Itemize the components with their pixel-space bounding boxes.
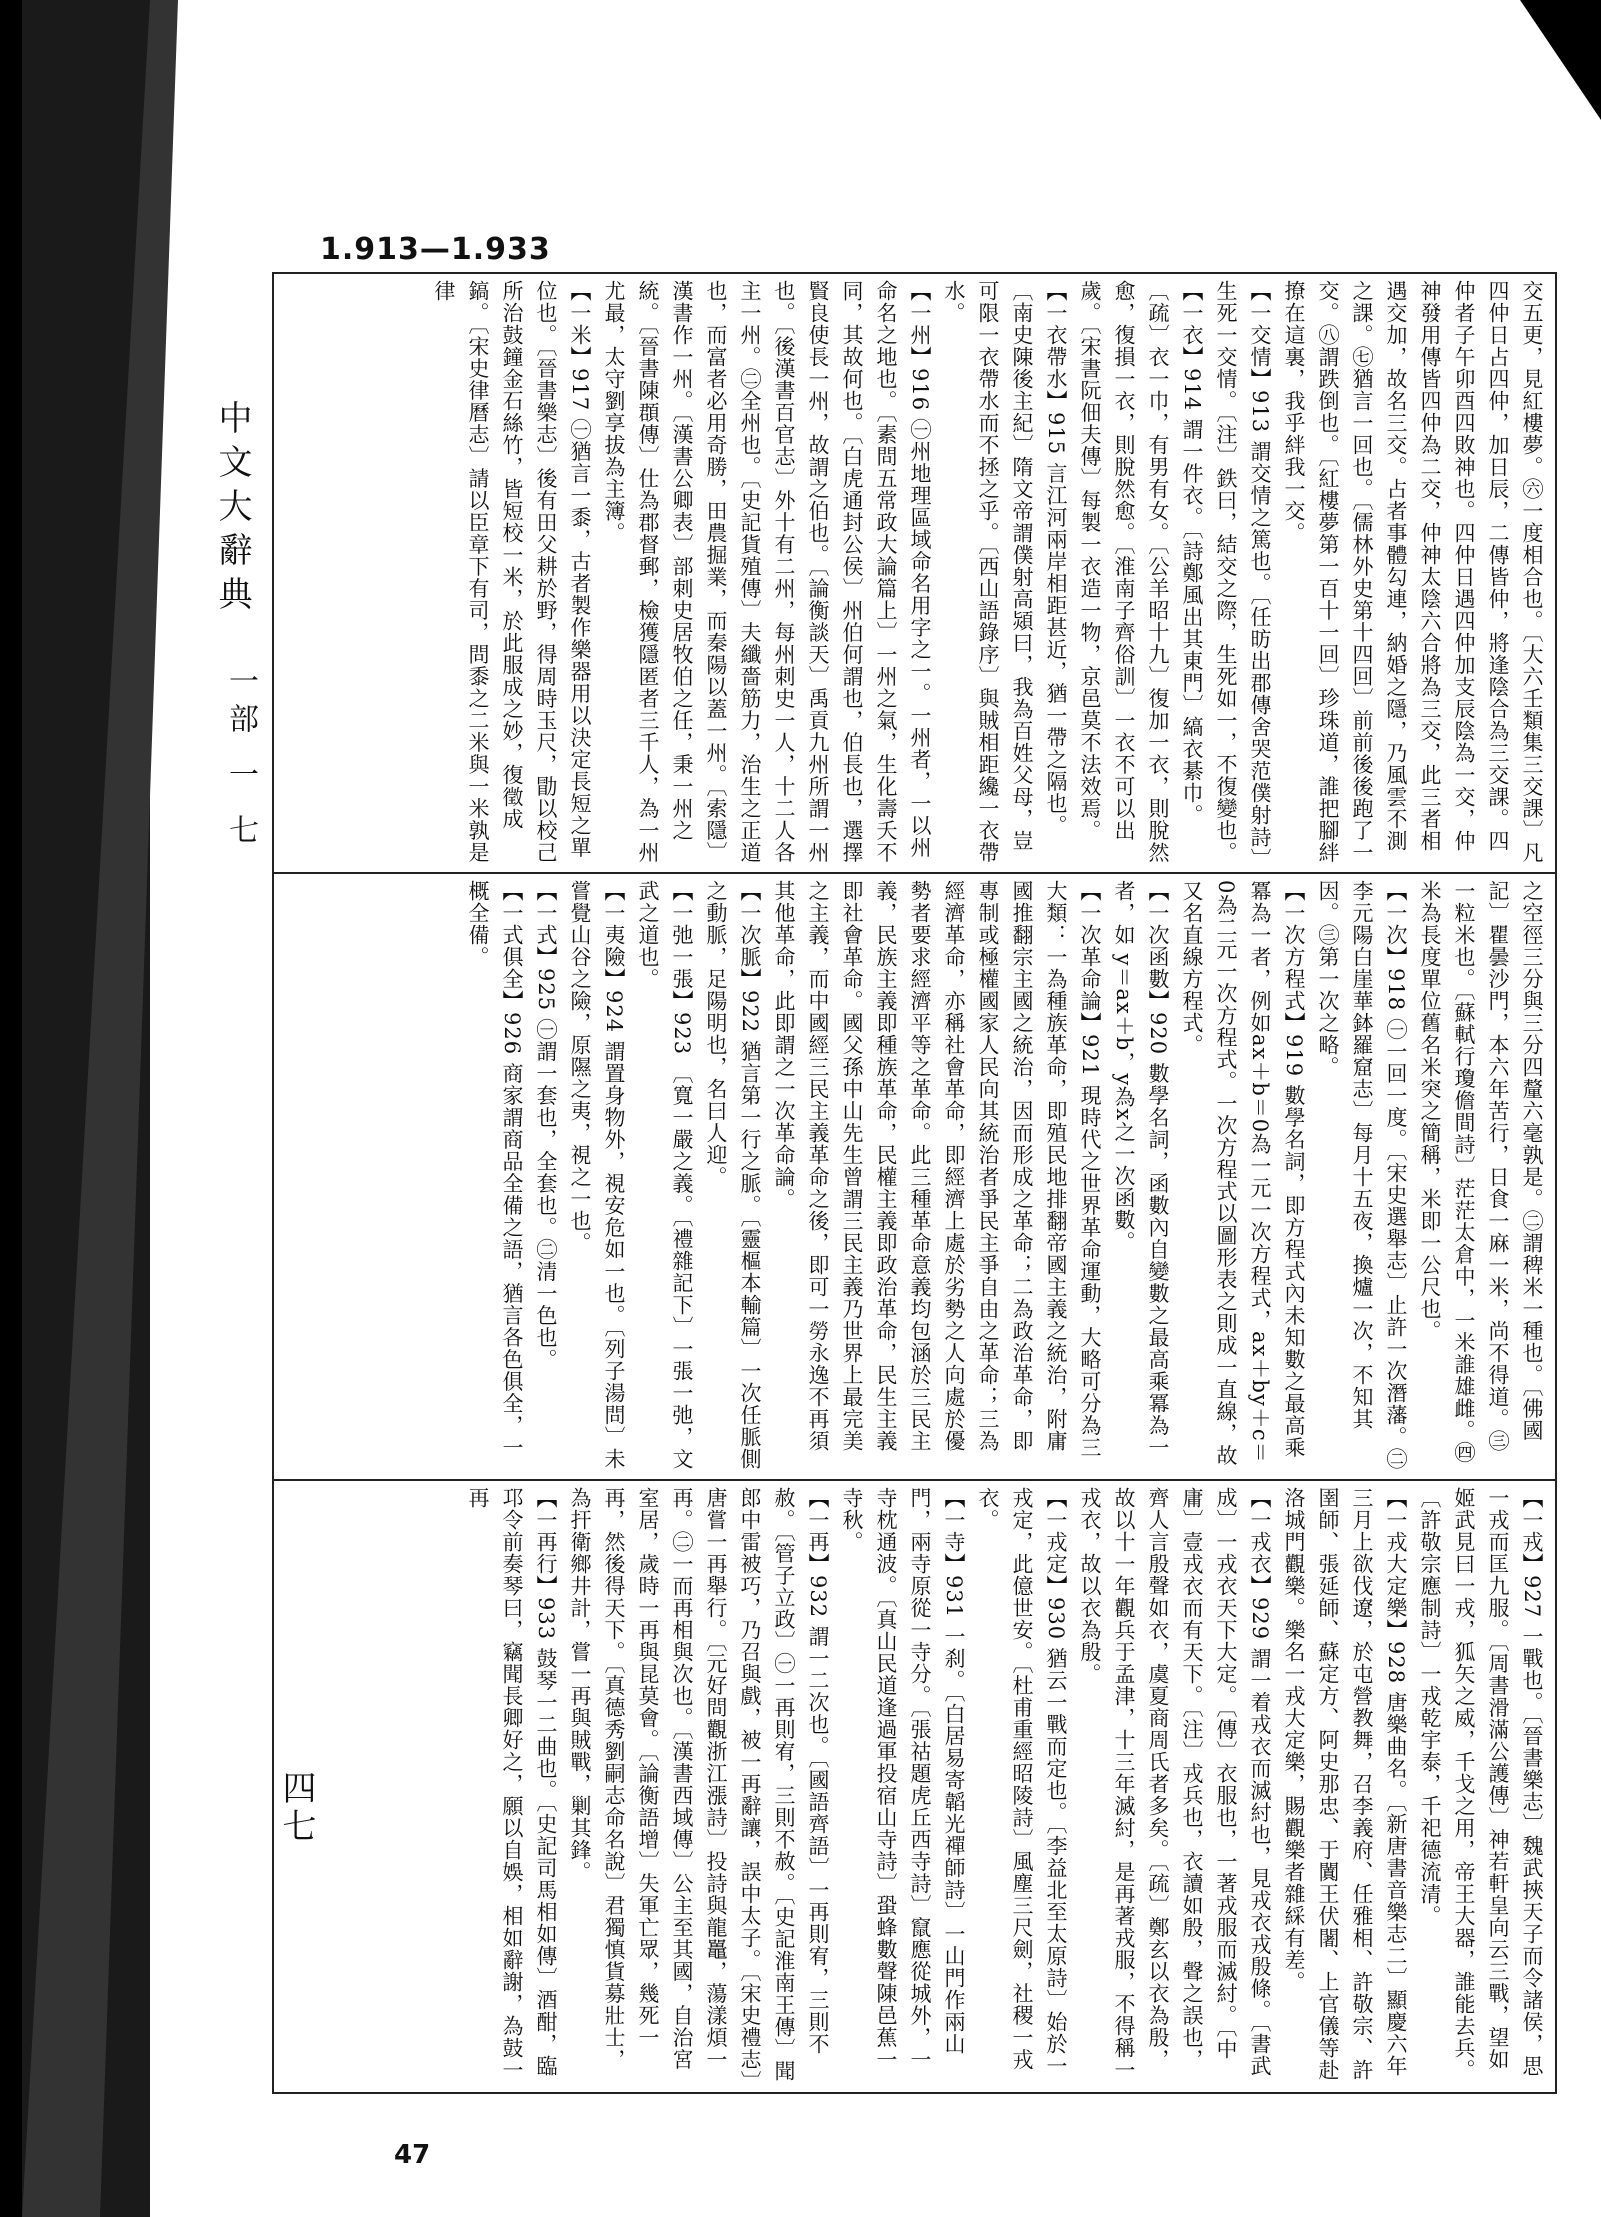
- entry-paragraph: 【一戎大定樂】928 唐樂曲名。〔新唐書音樂志二〕顯慶六年三月上欲伐遼，於屯營教舞，召李義府、任雅相、許敬宗、許圉師、張延師、蘇定方、阿史那忠、于闐王伏闍、上官儀等赴洛城門觀樂。樂名一戎大定樂，賜觀樂者雜綵有差。: [1282, 1487, 1408, 2081]
- entry-paragraph: 【一次革命論】921 現時代之世界革命運動，大略可分為三大類：一為種族革命，即殖民地排翻帝國主義之統治，附庸國推翻宗主國之統治，因而形成之革命；二為政治革命，即專制或極權國家人民向其統治者爭民主爭自由之革命；三為經濟革命，亦稱社會革命，即經濟上處於劣勢之人向處於優勢者要求經濟平等之革命。此三種革命意義均包涵於三民主義，民族主義即種族革命，民權主義即政治革命，民生主義即社會革命。國父孫中山先生曾謂三民主義乃世界上最完美之主義，而中國經三民主義革命之後，即可一勞永逸不再須其他革命，此即謂之一次革命論。: [772, 880, 1102, 1459]
- entry-paragraph: 【一衣帶水】915 言江河兩岸相距甚近，猶一帶之隔也。〔南史陳後主紀〕隋文帝謂僕射高熲曰，我為百姓父母，豈可限一衣帶水而不拯之乎。〔西山語錄序〕與賊相距纔一衣帶水。: [942, 280, 1068, 864]
- entry-paragraph: 【一交情】913 謂交情之篤也。〔任昉出郡傳舍哭范僕射詩〕生死一交情。〔注〕鉄曰，結交之際，生死如一，不復變也。: [1214, 280, 1272, 864]
- radical-section-marker: 一部 一 七: [223, 665, 258, 853]
- entry-paragraph: 【一戎】927 一戰也。〔晉書樂志〕魏武挾天子而令諸侯，思一戎而匡九服。〔周書滑滿公護傳〕神若軒皇向云三戰，望如姬武見曰一戎，狐矢之威，千戈之用，帝王大器，誰能去兵。〔許敬宗應制詩〕一戎乾宇泰，千祀德流清。: [1418, 1487, 1544, 2081]
- entry-paragraph: 【一再】932 謂一二次也。〔國語齊語〕一再則宥，三則不赦。〔管子立政〕㊀一再則宥，三則不赦。〔史記淮南王傳〕聞郎中雷被巧，乃召與戲，被一再辭讓，誤中太子。〔宋史禮志〕唐嘗一再舉行。〔元好問觀浙江漲詩〕投詩與龍鼉，蕩漾煩一再。㊁一而再相與次也。〔漢書西域傳〕公主至其國，自治宮室居，歲時一再與昆莫會。〔論衡語增〕失軍亡眾，幾死一再，然後得天下。〔真德秀劉嗣志命名說〕君獨慎貨募壯士，為扞衛鄉井計，嘗一再與賊戰，剿其鋒。: [568, 1487, 830, 2082]
- tier-middle: [274, 872, 1555, 1477]
- entry-paragraph: 【一戎衣】929 謂一着戎衣而滅紂也，見戎衣戎殷條。〔書武成〕一戎衣天下大定。〔傳〕衣服也，一著戎服而滅紂。〔中庸〕壹戎衣而有天下。〔注〕戎兵也，衣讀如殷，聲之誤也，齊人言殷聲如衣，虞夏商周氏者多矣。〔疏〕鄭玄以衣為殷，故以十一年觀兵于孟津，十三年滅紂，是再著戎服，不得稱一戎衣，故以衣為殷。: [1078, 1487, 1272, 2081]
- entry-paragraph: 【一寺】931 一刹。〔白居易寄韜光禪師詩〕一山門作兩山門，兩寺原從一寺分。〔張祜題虎丘西寺詩〕竄應從城外，一寺枕通波。〔真山民道逢過軍投宿山寺詩〕蛩蜂數聲陳邑蕉一寺秋。: [840, 1487, 966, 2071]
- entry-paragraph: 之空徑三分與三分四釐六毫孰是。㊁謂稗米一種也。〔佛國記〕瞿曇沙門，本六年苦行，日食一麻一米，尚不得道。㊂一粒米也。〔蘇軾行瓊儋間詩〕茫茫太倉中，一米誰雄雌。㊃米為長度單位舊名米突之簡稱，米即一公尺也。: [1418, 880, 1544, 1464]
- entry-paragraph: 【一夷險】924 謂置身物外，視安危如一也。〔列子湯問〕未嘗覺山谷之險，原隰之夷，視之一也。: [568, 880, 626, 1471]
- entry-paragraph: 【一再行】933 鼓琴一二曲也。〔史記司馬相如傳〕酒酣，臨邛令前奏琴曰，竊聞長卿好之，願以自娛，相如辭謝，為鼓一再: [466, 1487, 558, 2081]
- tier-top: [274, 274, 1555, 870]
- text-frame: [272, 272, 1557, 2094]
- dictionary-title: 中文大辭典: [212, 400, 252, 620]
- page-number: 47: [394, 2140, 431, 2170]
- entry-paragraph: 【一次脈】922 猶言第一行之脈。〔靈樞本輸篇〕一次任脈側之動脈，足陽明也，名曰人迎。: [704, 880, 762, 1471]
- entry-paragraph: 【一州】916 ㊀州地理區域命名用字之一。一州者，一以州命名之地也。〔素問五常政大論篇上〕一州之氣，生化壽夭不同，其故何也。〔白虎通封公侯〕州伯何謂也，伯長也，選擇賢良使長一州，故謂之伯也。〔論衡談天〕禹貢九州所謂一州也。〔後漢書百官志〕外十有二州，每州刺史一人，十二人各主一州。㊁全州也。〔史記貨殖傳〕夫纖嗇筋力，治生之正道也，而富者必用奇勝，田農掘業，而秦陽以蓋一州。〔索隱〕漢書作一州。〔漢書公卿表〕部刺史居牧伯之任，秉一州之統。〔晉書陳頵傳〕仕為郡督郵，檢獲隱匿者三千人，為一州尤最，太守劉享拔為主簿。: [602, 280, 932, 864]
- entry-paragraph: 【一次方程式】919 數學名詞，即方程式內未知數之最高乘冪為一者，例如ax＋b＝0為一元一次方程式，ax＋by＋c＝0為二元一次方程式。一次方程式以圖形表之則成一直線，故又名直線方程式。: [1180, 880, 1306, 1467]
- entry-paragraph: 【一米】917 ㊀猶言一黍，古者製作樂器用以決定長短之單位也。〔晉書樂志〕後有田父耕於野，得周時玉尺，勖以校己所治鼓鐘金石絲竹，皆短校一米，於此服成之妙，復徵成鎬。〔宋史律曆志〕請以臣章下有司，問黍之二米與一米孰是律: [432, 280, 592, 864]
- tier-bottom: [274, 1479, 1555, 2092]
- page-number-cjk: 四七: [276, 1770, 316, 1846]
- entry-paragraph: 【一式】925 ㊀謂一套也，全套也。㊁清一色也。: [534, 880, 558, 1371]
- entry-paragraph: 【一弛一張】923 〔寬一嚴之義。〔禮雜記下〕一張一弛，文武之道也。: [636, 880, 694, 1471]
- entry-range-header: 1.913—1.933: [320, 232, 551, 267]
- entry-paragraph: 【一式俱全】926 商家謂商品全備之語，猶言各色俱全，一概全備。: [466, 880, 524, 1459]
- entry-paragraph: 【一次函數】920 數學名詞，函數內自變數之最高乘冪為一者，如 y＝ax＋b，y為x之一次函數。: [1112, 880, 1170, 1459]
- entry-paragraph: 【一次】918 ㊀一回一度。〔宋史選舉志〕止許一次潛藩。㊁李元陽白崖華鉢羅窟志〕每月十五夜，換爐一次，不知其因。㊂第一次之略。: [1316, 880, 1408, 1471]
- entry-paragraph: 交五更，見紅樓夢。㊅一度相合也。〔大六壬類集三交課〕凡四仲日占四仲，加日辰，二傳皆仲，將逢陰合為三交課。四仲者子午卯酉四敗神也。四仲日遇四仲加支辰陰為一交，仲神發用傳皆四仲為二交，仲神太陰六合將為三交，此三者相遇交加，故名三交。占者事體勾連，納婚之隱，乃風雲不測之課。㊆猶言一回也。〔儒林外史第十四回〕前前後後跑了一交。㊇謂跌倒也。〔紅樓夢第一百十一回〕珍珠道，誰把腳絆撩在這裏，我乎絆我一交。: [1282, 280, 1544, 864]
- entry-paragraph: 【一衣】914 謂一件衣。〔詩鄭風出其東門〕縞衣綦巾。〔疏〕衣一巾，有男有女。〔公羊昭十九〕復加一衣，則脫然愈，復損一衣，則脫然愈。〔淮南子齊俗訓〕一衣不可以出歲。〔宋書阮佃夫傳〕每製一衣造一物，京邑莫不法效焉。: [1078, 280, 1204, 864]
- entry-paragraph: 【一戎定】930 猶云一戰而定也。〔李益北至太原詩〕始於一戎定，此億世安。〔杜甫重經昭陵詩〕風塵三尺劍，社稷一戎衣。: [976, 1487, 1068, 2078]
